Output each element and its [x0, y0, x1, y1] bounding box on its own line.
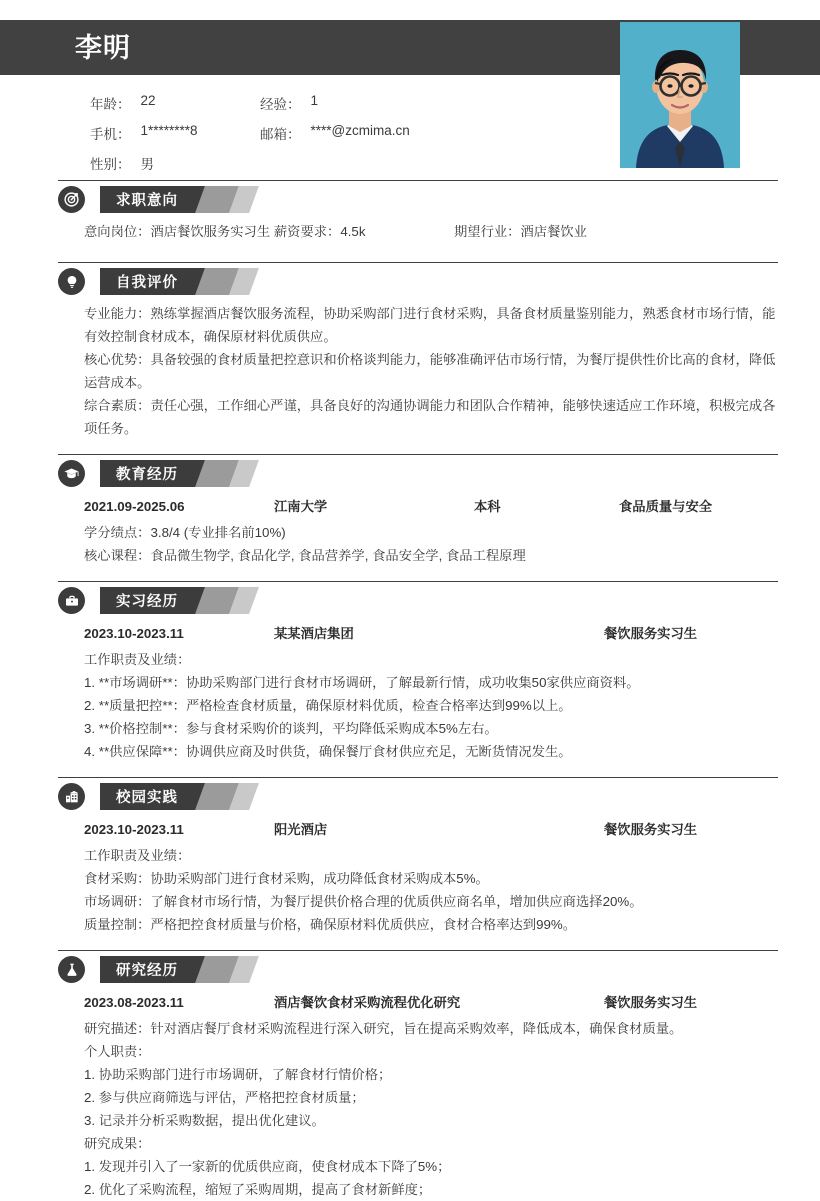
age-label: 年龄：	[90, 97, 131, 112]
research-line: 2. 参与供应商筛选与评估，严格把控食材质量；	[84, 1090, 365, 1105]
section-rule	[58, 581, 778, 582]
education-degree: 本科	[474, 499, 501, 514]
internship-bullet: 2. **质量把控**：严格检查食材质量，确保原材料优质，检查合格率达到99%以上。	[84, 698, 572, 713]
section-header	[0, 581, 820, 615]
internship-role: 餐饮服务实习生	[604, 626, 698, 641]
section-header	[0, 777, 820, 811]
section-rule	[58, 950, 778, 951]
candidate-name: 李明	[75, 33, 131, 63]
research-line: 3. 记录并分析采购数据，提出优化建议。	[84, 1113, 325, 1128]
research-line: 研究描述：针对酒店餐厅食材采购流程进行深入研究，旨在提高采购效率，降低成本，确保食材质量。	[84, 1021, 683, 1036]
self-eval-paragraph: 综合素质：责任心强，工作细心严谨，具备良好的沟通协调能力和团队合作精神，能够快速适应工作环境，积极完成各项任务。	[84, 398, 776, 436]
email-label: 邮箱：	[260, 127, 301, 142]
flask-icon	[58, 956, 85, 983]
gender-field	[0, 153, 200, 173]
briefcase-icon	[58, 587, 85, 614]
gender-value: 男	[140, 157, 154, 172]
section-rule	[58, 777, 778, 778]
internship-bullet: 1. **市场调研**：协助采购部门进行食材市场调研，了解最新行情，成功收集50家供应商资料。	[84, 675, 640, 690]
section-body	[0, 984, 820, 1201]
research-topic: 酒店餐饮食材采购流程优化研究	[274, 995, 461, 1010]
intent-position-salary: 意向岗位：酒店餐饮服务实习生 薪资要求：4.5k	[84, 224, 366, 239]
internship-date: 2023.10-2023.11	[84, 626, 184, 641]
campus-subtitle: 工作职责及业绩：	[84, 848, 191, 863]
research-entry-row	[84, 990, 778, 1016]
contact-row	[0, 118, 600, 148]
contact-row	[0, 88, 600, 118]
intent-row	[84, 220, 778, 244]
intent-industry: 期望行业：酒店餐饮业	[454, 224, 587, 239]
phone-label: 手机：	[90, 127, 131, 142]
avatar-photo	[620, 22, 740, 168]
section-title: 校园实践	[116, 790, 178, 806]
internship-entry-row	[84, 621, 778, 647]
age-value: 22	[140, 93, 156, 108]
self-eval-paragraph: 核心优势：具备较强的食材质量把控意识和价格谈判能力，能够准确评估市场行情，为餐厅提供性价比高的食材，降低运营成本。	[84, 352, 776, 390]
experience-field	[200, 93, 500, 113]
campus-date: 2023.10-2023.11	[84, 822, 184, 837]
campus-bullet: 食材采购：协助采购部门进行食材采购，成功降低食材采购成本5%。	[84, 871, 489, 886]
section-header	[0, 262, 820, 296]
section-title: 自我评价	[116, 275, 178, 291]
section-title: 教育经历	[116, 467, 178, 483]
lightbulb-icon	[58, 268, 85, 295]
education-gpa: 学分绩点：3.8/4 (专业排名前10%)	[84, 525, 286, 540]
section-title: 求职意向	[116, 193, 178, 209]
internship-bullet: 3. **价格控制**：参与食材采购价的谈判，平均降低采购成本5%左右。	[84, 721, 498, 736]
section-internship	[0, 581, 820, 777]
section-rule	[58, 180, 778, 181]
section-body	[0, 214, 820, 244]
campus-organization: 阳光酒店	[274, 822, 328, 837]
campus-role: 餐饮服务实习生	[604, 822, 698, 837]
age-field	[0, 93, 200, 113]
experience-label: 经验：	[260, 97, 301, 112]
section-job-intent	[0, 180, 820, 262]
internship-company: 某某酒店集团	[274, 626, 354, 641]
section-body	[0, 296, 820, 440]
campus-bullet: 质量控制：严格把控食材质量与价格，确保原材料优质供应，食材合格率达到99%。	[84, 917, 577, 932]
research-line: 个人职责：	[84, 1044, 151, 1059]
section-campus-practice	[0, 777, 820, 950]
education-entry-row	[84, 494, 778, 520]
section-title: 实习经历	[116, 594, 178, 610]
internship-subtitle: 工作职责及业绩：	[84, 652, 191, 667]
section-title: 研究经历	[116, 963, 178, 979]
experience-value: 1	[310, 93, 319, 108]
section-rule	[58, 262, 778, 263]
section-body	[0, 488, 820, 567]
section-research	[0, 950, 820, 1201]
self-eval-paragraph: 专业能力：熟练掌握酒店餐饮服务流程，协助采购部门进行食材采购，具备食材质量鉴别能力，熟悉食材市场行情，能有效控制食材成本，确保原材料优质供应。	[84, 306, 776, 344]
section-rule	[58, 454, 778, 455]
section-header	[0, 180, 820, 214]
phone-field	[0, 123, 200, 143]
education-courses: 核心课程：食品微生物学, 食品化学, 食品营养学, 食品安全学, 食品工程原理	[84, 548, 526, 563]
section-header	[0, 950, 820, 984]
internship-bullet: 4. **供应保障**：协调供应商及时供货，确保餐厅食材供应充足，无断货情况发生。	[84, 744, 572, 759]
research-line: 1. 协助采购部门进行市场调研，了解食材行情价格；	[84, 1067, 392, 1082]
graduation-cap-icon	[58, 460, 85, 487]
contact-row	[0, 148, 600, 178]
phone-value: 1********8	[140, 123, 198, 138]
target-icon	[58, 186, 85, 213]
section-self-evaluation	[0, 262, 820, 454]
research-line: 2. 优化了采购流程，缩短了采购周期，提高了食材新鲜度；	[84, 1182, 432, 1197]
campus-entry-row	[84, 817, 778, 843]
research-role: 餐饮服务实习生	[604, 995, 698, 1010]
education-date: 2021.09-2025.06	[84, 499, 185, 514]
contact-info	[0, 88, 600, 178]
research-line: 研究成果：	[84, 1136, 151, 1151]
school-building-icon	[58, 783, 85, 810]
research-date: 2023.08-2023.11	[84, 995, 184, 1010]
campus-bullet: 市场调研：了解食材市场行情，为餐厅提供价格合理的优质供应商名单，增加供应商选择20%。	[84, 894, 643, 909]
email-value: ****@zcmima.cn	[310, 123, 410, 138]
gender-label: 性别：	[90, 157, 131, 172]
email-field	[200, 123, 500, 143]
education-school: 江南大学	[274, 499, 328, 514]
resume-header	[0, 0, 820, 180]
section-education	[0, 454, 820, 581]
education-major: 食品质量与安全	[619, 499, 713, 514]
section-body	[0, 615, 820, 763]
research-line: 1. 发现并引入了一家新的优质供应商，使食材成本下降了5%；	[84, 1159, 451, 1174]
section-header	[0, 454, 820, 488]
section-body	[0, 811, 820, 936]
